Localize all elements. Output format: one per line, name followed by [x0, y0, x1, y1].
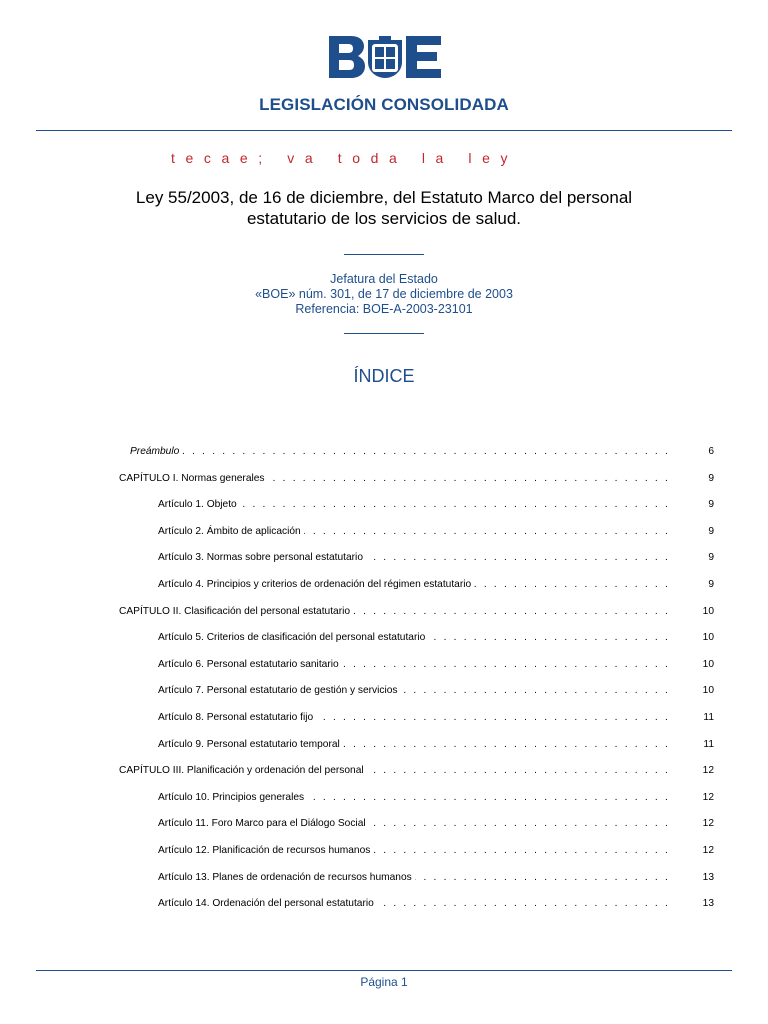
- toc-entry-text: Artículo 2. Ámbito de aplicación: [158, 526, 304, 537]
- toc-entry-label: [158, 577, 670, 593]
- toc-entry[interactable]: [0, 683, 768, 699]
- law-title-line1: Ley 55/2003, de 16 de diciembre, del Estatuto Marco del personal: [135, 188, 633, 207]
- toc-entry[interactable]: [0, 816, 768, 832]
- toc-entry[interactable]: [0, 896, 768, 912]
- toc-entry-text: Artículo 13. Planes de ordenación de recursos humanos: [158, 872, 415, 883]
- toc-entry-label: [158, 497, 670, 513]
- section-heading: LEGISLACIÓN CONSOLIDADA: [259, 95, 509, 114]
- toc-entry-label: [158, 896, 670, 912]
- toc-entry-page: 6: [708, 446, 714, 457]
- toc-entry-page: 9: [708, 499, 714, 511]
- toc-entry-text: Artículo 7. Personal estatutario de gestión y servicios: [158, 685, 401, 696]
- header-divider: [36, 130, 732, 131]
- toc-entry-page: 11: [703, 738, 714, 750]
- toc-entry-page: 13: [702, 871, 714, 883]
- index-title: ÍNDICE: [353, 366, 415, 386]
- toc-entry-text: Artículo 4. Principios y criterios de ordenación del régimen estatutario: [158, 579, 474, 590]
- toc-entry[interactable]: [0, 843, 768, 859]
- toc-entry[interactable]: [0, 497, 768, 513]
- toc-entry-text: CAPÍTULO II. Clasificación del personal estatutario: [119, 606, 353, 617]
- toc-entry[interactable]: [0, 657, 768, 673]
- short-divider-top: [344, 254, 424, 255]
- toc-entry[interactable]: [0, 577, 768, 593]
- toc-entry[interactable]: [0, 737, 768, 753]
- law-title: [100, 187, 668, 229]
- toc-entry-page: 12: [702, 845, 714, 856]
- toc-entry[interactable]: [0, 524, 768, 540]
- toc-entry[interactable]: [0, 471, 768, 487]
- toc-entry-page: 10: [702, 685, 714, 697]
- toc-entry-text: Artículo 5. Criterios de clasificación del personal estatutario: [158, 632, 428, 643]
- toc-entry-label: [119, 763, 670, 779]
- toc-entry-label: [158, 737, 670, 753]
- toc-entry-label: [158, 790, 670, 806]
- toc-entry-label: [158, 683, 670, 699]
- toc-entry-text: CAPÍTULO III. Planificación y ordenación del personal: [119, 765, 367, 776]
- publication-info: [0, 272, 768, 317]
- toc-entry-label: [158, 657, 670, 673]
- footer-divider: [36, 970, 732, 971]
- tagline: tecae; va toda la ley: [171, 150, 519, 166]
- issuer: Jefatura del Estado: [330, 272, 438, 286]
- toc-entry[interactable]: [0, 550, 768, 566]
- toc-entry-page: 9: [708, 579, 714, 590]
- toc-entry-page: 9: [708, 525, 714, 537]
- toc-entry-text: CAPÍTULO I. Normas generales: [119, 473, 268, 484]
- toc-entry-label: [158, 550, 670, 566]
- toc-entry-page: 11: [703, 712, 714, 723]
- toc-entry[interactable]: [0, 444, 768, 460]
- toc-entry-page: 10: [702, 658, 714, 670]
- short-divider-bottom: [344, 333, 424, 334]
- toc-entry-text: Preámbulo: [130, 446, 182, 457]
- toc-entry-label: [130, 444, 670, 460]
- toc-entry-label: [158, 630, 670, 646]
- boe-logo: [329, 36, 441, 78]
- toc-entry-page: 9: [708, 552, 714, 564]
- reference: Referencia: BOE-A-2003-23101: [295, 302, 473, 316]
- toc-entry-label: [119, 604, 670, 620]
- toc-entry-label: [119, 471, 670, 487]
- law-title-line2: estatutario de los servicios de salud.: [246, 209, 522, 228]
- toc-entry-page: 12: [702, 818, 714, 830]
- toc-entry-page: 12: [702, 791, 714, 803]
- toc-entry-label: [158, 870, 670, 886]
- toc-entry[interactable]: [0, 604, 768, 620]
- toc-entry-text: Artículo 1. Objeto: [158, 499, 240, 510]
- toc-entry-text: Artículo 6. Personal estatutario sanitario: [158, 659, 342, 670]
- toc-entry-page: 10: [702, 605, 714, 617]
- publication: «BOE» núm. 301, de 17 de diciembre de 2003: [255, 287, 513, 301]
- toc-entry-page: 12: [702, 765, 714, 777]
- toc-entry-page: 10: [702, 632, 714, 644]
- page-number: Página 1: [360, 975, 408, 989]
- toc-entry[interactable]: [0, 630, 768, 646]
- toc-entry-text: Artículo 11. Foro Marco para el Diálogo Social: [158, 818, 369, 829]
- toc-entry[interactable]: [0, 710, 768, 726]
- toc-entry-text: Artículo 10. Principios generales: [158, 792, 307, 803]
- toc-entry-label: [158, 524, 670, 540]
- toc-entry[interactable]: [0, 763, 768, 779]
- toc-entry-text: Artículo 12. Planificación de recursos humanos: [158, 845, 373, 856]
- toc-entry-text: Artículo 9. Personal estatutario temporal: [158, 739, 343, 750]
- toc-entry-text: Artículo 14. Ordenación del personal estatutario: [158, 898, 377, 909]
- toc-entry-label: [158, 710, 670, 726]
- toc-entry-text: Artículo 8. Personal estatutario fijo: [158, 712, 316, 723]
- toc-entry-text: Artículo 3. Normas sobre personal estatutario: [158, 552, 366, 563]
- toc-entry[interactable]: [0, 790, 768, 806]
- toc-entry[interactable]: [0, 870, 768, 886]
- toc-entry-page: 13: [702, 898, 714, 910]
- toc-entry-page: 9: [708, 472, 714, 484]
- toc-entry-label: [158, 843, 670, 859]
- toc-entry-label: [158, 816, 670, 832]
